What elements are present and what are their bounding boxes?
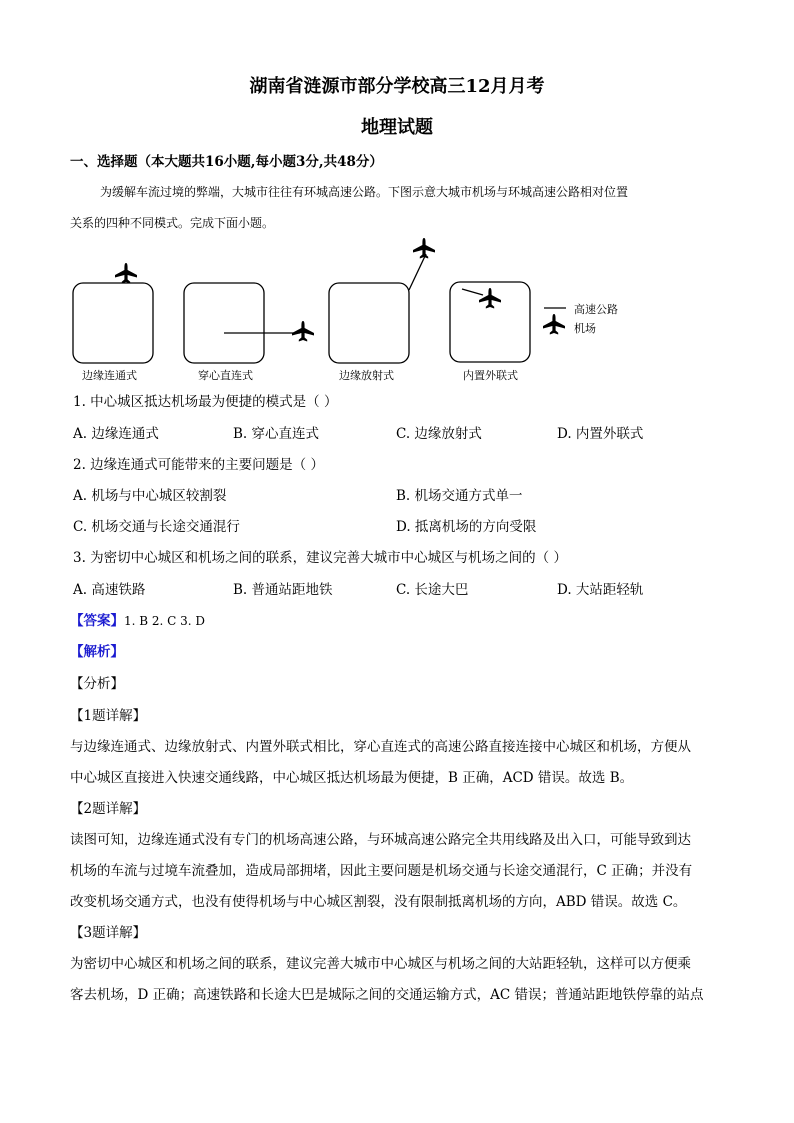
question-3-stem: 3. 为密切中心城区和机场之间的联系，建议完善大城市中心城区与机场之间的（ ）	[73, 550, 567, 566]
airplane-icon	[292, 321, 314, 342]
question-1-option-c: C. 边缘放射式	[396, 426, 482, 442]
question-3-option-c: C. 长途大巴	[396, 582, 469, 598]
legend-airport-label: 机场	[574, 322, 596, 335]
question-2-option-c: C. 机场交通与长途交通混行	[73, 519, 240, 535]
legend-highway-label: 高速公路	[574, 303, 618, 316]
q2-detail-line-3: 改变机场交通方式，也没有使得机场与中心城区割裂，没有限制抵离机场的方向，ABD 错误。故选 C。	[70, 894, 687, 910]
q3-detail-line-1: 为密切中心城区和机场之间的联系，建议完善大城市中心城区与机场之间的大站距轻轨，这样可以方便乘	[70, 956, 691, 972]
airport-mode-figure	[0, 0, 794, 400]
q1-detail-line-1: 与边缘连通式、边缘放射式、内置外联式相比，穿心直连式的高速公路直接连接中心城区和机场，方便从	[70, 739, 691, 755]
ring-highway-edge-connected	[73, 283, 153, 363]
question-1-stem: 1. 中心城区抵达机场最为便捷的模式是（ ）	[73, 394, 338, 410]
q2-detail-line-2: 机场的车流与过境车流叠加，造成局部拥堵，因此主要问题是机场交通与长途交通混行，C 正确；并没有	[70, 863, 693, 879]
fenxi-heading: 【分析】	[70, 676, 124, 692]
page-subtitle: 地理试题	[361, 117, 433, 138]
question-3-option-b: B. 普通站距地铁	[233, 582, 333, 598]
question-3-option-d: D. 大站距轻轨	[557, 582, 644, 598]
question-2-stem: 2. 边缘连通式可能带来的主要问题是（ ）	[73, 457, 324, 473]
airport-highway-inner-external	[462, 289, 483, 295]
q1-detail-heading: 【1题详解】	[70, 708, 147, 724]
q3-detail-heading: 【3题详解】	[70, 925, 147, 941]
figure-caption-4: 内置外联式	[463, 369, 518, 382]
intro-line-1: 为缓解车流过境的弊端，大城市往往有环城高速公路。下图示意大城市机场与环城高速公路相对位置	[100, 185, 629, 199]
airplane-icon	[543, 314, 565, 335]
figure-caption-1: 边缘连通式	[82, 369, 137, 382]
airport-highway-edge-radial	[409, 254, 426, 290]
answer-line	[70, 609, 205, 629]
question-1-option-d: D. 内置外联式	[557, 426, 644, 442]
q1-detail-line-2: 中心城区直接进入快速交通线路，中心城区抵达机场最为便捷，B 正确，ACD 错误。故选 B。	[70, 770, 634, 786]
figure-caption-3: 边缘放射式	[339, 369, 394, 382]
q2-detail-heading: 【2题详解】	[70, 801, 147, 817]
answer-values: 1. B 2. C 3. D	[124, 614, 206, 628]
section-heading: 一、选择题（本大题共16小题,每小题3分,共48分）	[70, 154, 383, 170]
page-title: 湖南省涟源市部分学校高三12月月考	[249, 76, 545, 97]
analysis-heading: 【解析】	[70, 644, 124, 660]
airplane-icon	[413, 238, 435, 259]
question-2-option-a: A. 机场与中心城区较割裂	[73, 488, 227, 504]
ring-highway-center-direct	[184, 283, 264, 363]
question-3-option-a: A. 高速铁路	[73, 582, 146, 598]
q2-detail-line-1: 读图可知，边缘连通式没有专门的机场高速公路，与环城高速公路完全共用线路及出入口，可能导致到达	[70, 832, 691, 848]
question-1-option-b: B. 穿心直连式	[233, 426, 320, 442]
answer-label: 【答案】	[70, 613, 124, 629]
airplane-icon	[115, 263, 137, 284]
question-2-option-b: B. 机场交通方式单一	[396, 488, 523, 504]
figure-caption-2: 穿心直连式	[198, 369, 253, 382]
ring-highway-edge-radial	[329, 283, 409, 363]
question-1-option-a: A. 边缘连通式	[73, 426, 159, 442]
intro-line-2: 关系的四种不同模式。完成下面小题。	[70, 216, 275, 230]
airplane-icon	[479, 288, 501, 309]
question-2-option-d: D. 抵离机场的方向受限	[396, 519, 537, 535]
q3-detail-line-2: 客去机场，D 正确；高速铁路和长途大巴是城际之间的交通运输方式，AC 错误；普通站距地铁停靠的站点	[70, 987, 704, 1003]
